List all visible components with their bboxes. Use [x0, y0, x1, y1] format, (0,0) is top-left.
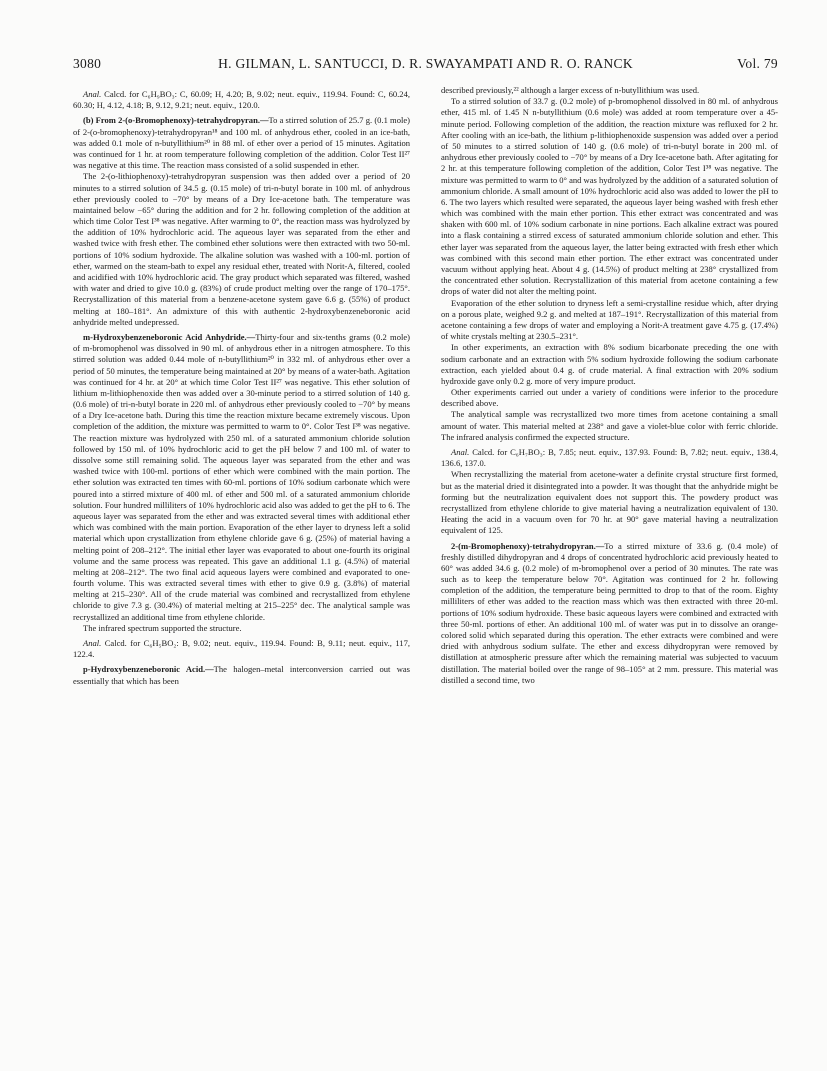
paragraph-text: Calcd. for C₆H₅BO₂: B, 9.02; neut. equiv., 119.94. Found: B, 9.11; neut. equiv., 117, 122.4.	[73, 638, 410, 660]
paragraph	[73, 171, 410, 328]
left-column	[73, 85, 410, 1050]
paragraph-text: The 2-(o-lithiophenoxy)-tetrahydropyran suspension was then added over a period of 20 minutes to a stirred solution of 34.5 g. (0.15 mole) of tri-n-butyl borate in 100 ml. of anhydrous ether previously cooled to −70° by means of a Dry Ice-acetone bath. The temperature was maintained below −65° during the addition and for 2 hr. following completion of the addition at which time Color Test I³⁸ was negative. After warming to 0°, the reaction mass was hydrolyzed by the addition of 10% hydrochloric acid. The aqueous layer was separated from the ether and washed twice with fresh ether. The combined ether solutions were then extracted with two 50-ml. portions of 10% sodium hydroxide. The alkaline solution was washed with a 100-ml. portion of ether, warmed on the steam-bath to expel any residual ether, treated with Norit-A, filtered, cooled and acidified with 10% hydrochloric acid. The gray product which separated was filtered, washed with water and dried to give 10.0 g. (83%) of crude product melting over the range of 170–175°. Recrystallization of this material from a benzene-acetone system gave 6.6 g. (55%) of product melting at 180–181°. An admixture of this with authentic 2-hydroxybenzeneboronic acid anhydride melted undepressed.	[73, 171, 410, 327]
paragraph	[441, 342, 778, 387]
volume-label: Vol. 79	[737, 56, 778, 71]
analysis-paragraph	[73, 89, 410, 111]
paragraph-text: When recrystallizing the material from acetone-water a definite crystal structure first formed, but as the material dried it disintegrated into a powder. It was thought that the anhydride might be forming but the neutralization equivalent does not support this. The powdery product was recrystallized from ethylene chloride to give material having a neutralization equivalent of 130. Heating the acid in a vacuum oven for 70 hr. at 90° gave material having a neutralization equivalent of 125.	[441, 469, 778, 536]
paragraph	[441, 298, 778, 343]
paragraph-text: Calcd. for C₆H₉BO₃: C, 60.09; H, 4.20; B, 9.02; neut. equiv., 119.94. Found: C, 60.24, 60.30; H, 4.12, 4.18; B, 9.12, 9.21; neut. equiv., 120.0.	[73, 89, 410, 111]
section-heading: m-Hydroxybenzeneboronic Acid Anhydride.—	[83, 331, 256, 342]
paragraph	[441, 387, 778, 409]
paragraph	[441, 409, 778, 443]
section-heading: 2-(m-Bromophenoxy)-tetrahydropyran.—	[451, 540, 605, 551]
paragraph-text: The analytical sample was recrystallized two more times from acetone containing a small amount of water. This material melted at 238° and gave a violet-blue color with ferric chloride. The infrared analysis confirmed the expected structure.	[441, 409, 778, 442]
paragraph-text: The infrared spectrum supported the structure.	[83, 622, 242, 633]
paragraph-text: Other experiments carried out under a variety of conditions were inferior to the procedure described above.	[441, 387, 778, 409]
page-number: 3080	[73, 56, 102, 71]
paragraph-text: described previously,²² although a larger excess of n-butyllithium was used.	[441, 85, 700, 95]
analysis-label: Anal.	[451, 447, 473, 457]
section-paragraph	[73, 664, 410, 686]
right-column	[441, 85, 778, 1050]
paragraph-text: To a stirred solution of 33.7 g. (0.2 mole) of p-bromophenol dissolved in 80 ml. of anhydrous ether, 415 ml. of 1.45 N n-butyllithium (0.6 mole) was added at room temperature over a 45-minute period. Following completion of the addition, the reaction mixture was refluxed for 2 hr. After cooling with an ice-bath, the lithium p-lithiophenoxide suspension was added over a period of 50 minutes to a stirred solution of 140 g. (0.6 mole) of tri-n-butyl borate in 200 ml. of anhydrous ether previously cooled to −70° by means of a Dry Ice-acetone bath. After agitating for 2 hr. at this temperature following completion of the addition, Color Test I³⁸ was negative. The mixture was permitted to warm to 0° and was hydrolyzed by the addition of a saturated solution of ammonium chloride. A small amount of 10% hydrochloric acid also was added to lower the pH to 6. The two layers which resulted were separated, the aqueous layer being washed with fresh ether which was combined with the main ether portion. This ether extract was concentrated and was shaken with 600 ml. of 10% sodium carbonate in nine portions. Each alkaline extract was poured into a flask containing a stirred excess of saturated ammonium chloride solution and ether. This ether layer was separated from the aqueous layer, the latter being extracted with fresh ether which was combined with this second main ether portion. The ether extract was concentrated under vacuum without applying heat. About 4 g. (14.5%) of product melting at 238° crystallized from the concentrated ether solution. Recrystallization of this material from acetone containing a few drops of water did not alter the melting point.	[441, 96, 778, 297]
section-heading: (b) From 2-(o-Bromophenoxy)-tetrahydropyran.—	[83, 115, 269, 126]
paragraph-text: To a stirred solution of 25.7 g. (0.1 mole) of 2-(o-bromophenoxy)-tetrahydropyran¹⁸ and 100 ml. of anhydrous ether, cooled in an ice-bath, was added 0.1 mole of n-butyllithium²⁰ in 88 ml. of ether over a period of 15 minutes. Agitation was continued for 1 hr. at room temperature following completion of the addition. Color Test II²⁷ was negative at this time. The reaction mass consisted of a solid suspended in ether.	[73, 115, 410, 171]
paragraph	[73, 623, 410, 634]
section-paragraph	[73, 115, 410, 171]
paragraph	[441, 96, 778, 297]
authors-header: H. GILMAN, L. SANTUCCI, D. R. SWAYAMPATI AND R. O. RANCK	[218, 56, 633, 71]
paragraph-text: In other experiments, an extraction with 8% sodium bicarbonate preceding the one with sodium carbonate and an extraction with 5% sodium hydroxide following the sodium carbonate extraction, each yielded about 0.4 g. of crude material. A final extraction with 20% sodium hydroxide gave only 0.2 g. more of very impure product.	[441, 342, 778, 386]
paragraph-text: Calcd. for C₆H₇BO₃: B, 7.85; neut. equiv., 137.93. Found: B, 7.82; neut. equiv., 138.4, 136.6, 137.0.	[441, 447, 778, 469]
running-head	[73, 56, 778, 74]
analysis-paragraph	[73, 638, 410, 660]
paragraph-text: The halogen–metal interconversion carried out was essentially that which has been	[73, 664, 410, 686]
section-paragraph	[73, 332, 410, 623]
section-heading: p-Hydroxybenzeneboronic Acid.—	[83, 664, 214, 675]
paragraph	[441, 85, 778, 96]
section-paragraph	[441, 541, 778, 686]
analysis-paragraph	[441, 447, 778, 469]
analysis-label: Anal.	[83, 638, 105, 648]
paragraph-text: To a stirred mixture of 33.6 g. (0.4 mole) of freshly distilled dihydropyran and 4 drops of concentrated hydrochloric acid previously heated to 60° was added 34.6 g. (0.2 mole) of m-bromophenol over a period of 30 minutes. The rate was such as to keep the temperature below 70°. Agitation was continued for 2 hr. following completion of the addition, the temperature being permitted to drop to that of the room. Eighty milliliters of ether was added to the reaction mass which was then extracted with three 20-ml. portions of 10% sodium hydroxide. These basic aqueous layers were combined and extracted with three 50-ml. portions of ether. An additional 100 ml. of water was put in to dissolve an orange-colored solid which separated during this operation. The ether extracts were combined and were dried with anhydrous sodium sulfate. The ether and excess dihydropyran were removed by distillation at atmospheric pressure after which the remaining material was subjected to vacuum distillation. The material boiled over the range of 98–105° at 2 mm. pressure. This material was distilled a second time, two	[441, 540, 778, 685]
paragraph-text: Thirty-four and six-tenths grams (0.2 mole) of m-bromophenol was dissolved in 90 ml. of anhydrous ether in a nitrogen atmosphere. To this stirred solution was added 0.44 mole of n-butyllithium²⁰ in 332 ml. of anhydrous ether over a period of 50 minutes, the temperature being maintained at 20° by means of a water-bath. Agitation was continued for 4 hr. at 20° at which time Color Test II²⁷ was negative. This ether solution of lithium m-lithiophenoxide then was added over a 30-minute period to a stirred solution of 140 g. (0.6 mole) of tri-n-butyl borate in 220 ml. of anhydrous ether previously cooled to −70° by means of a Dry Ice-acetone bath. During this time the reaction mixture became extremely viscous. Upon completion of the addition, the mixture was permitted to warm to 0°. Color Test I³⁸ was negative. The reaction mixture was hydrolyzed with 250 ml. of a saturated ammonium chloride solution followed by 150 ml. of 10% hydrochloric acid to get the pH below 7 and 100 ml. of water to dissolve some still remaining solid. The aqueous layer was separated from the ether and was washed twice with 100-ml. portions of ether which were combined with the main portion. The ether solution was extracted ten times with 60-ml. portions of 10% sodium carbonate which were poured into a stirred mixture of 400 ml. of ether and 500 ml. of a saturated ammonium chloride solution. Four hundred milliliters of 10% hydrochloric acid also was added to get the pH to 6. The aqueous layer was separated from the ether and was extracted several times with additional ether which was combined with the main portion. Evaporation of the ether layer to dryness left a solid material which upon crystallization from ethylene chloride gave 6 g. (25%) of material having a melting point of 208–212°. The initial ether layer was evaporated to about one-fourth its original volume and the same process was repeated. This gave an additional 1.1 g. (4.5%) of material melting at 208–212°. The two final acid aqueous layers were combined and evaporated to one-fourth volume. This was extracted several times with ether to give 0.9 g. (3.8%) of material melting at 215–230°. All of the crude material was combined and recrystallized from ethylene chloride to give 7.3 g. (30.4%) of material melting at 215–225° dec. The analytical sample was recrystallized an additional time from ethylene chloride.	[73, 331, 410, 622]
paragraph-text: Evaporation of the ether solution to dryness left a semi-crystalline residue which, after drying on a porous plate, weighed 9.2 g. and melted at 187–191°. Recrystallization of this material from acetone containing a few drops of water and employing a Norit-A treatment gave 4.75 g. (17.4%) of white crystals melting at 230.5–231°.	[441, 297, 778, 342]
paragraph	[441, 469, 778, 536]
analysis-label: Anal.	[83, 89, 105, 99]
